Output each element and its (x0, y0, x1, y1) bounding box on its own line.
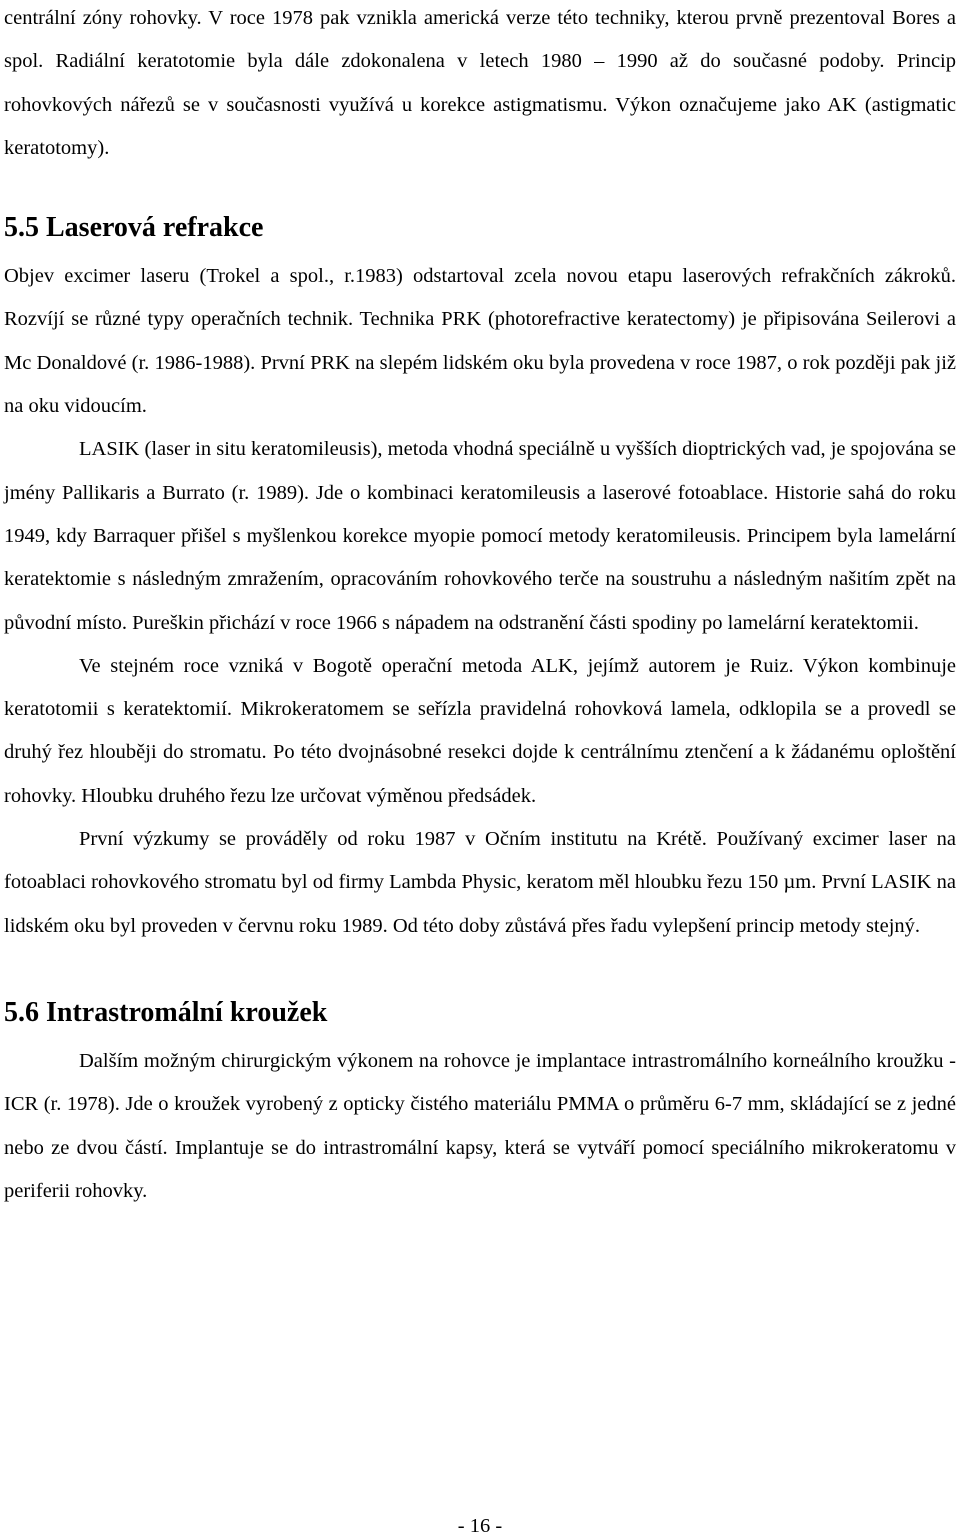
paragraph-lasik: LASIK (laser in situ keratomileusis), metoda vhodná speciálně u vyšších dioptrických vad, je spojována se jmény Pallikaris a Burrato (r. 1989). Jde o kombinaci keratomileusis a laserové fotoablace. Historie sahá do roku 1949, kdy Barraquer přišel s myšlenkou korekce myopie pomocí metody keratomileusis. Principem byla lamelární keratektomie s následným zmražením, opracováním rohovkového terče na soustruhu a následným našitím zpět na původní místo. Pureškin přichází v roce 1966 s nápadem na odstranění části spodiny po lamelární keratektomii. (4, 438, 956, 634)
page-number: - 16 - (457, 1515, 503, 1537)
paragraph-icr: Dalším možným chirurgickým výkonem na rohovce je implantace intrastromálního korneálního kroužku - ICR (r. 1978). Jde o kroužek vyrobený z opticky čistého materiálu PMMA o průměru 6-7 mm, skládající se z jedné nebo ze dvou částí. Implantuje se do intrastromální kapsy, která se vytváří pomocí speciálního mikrokeratomu v periferii rohovky. (4, 1049, 956, 1202)
section-heading-laser-refraction: 5.5 Laserová refrakce (4, 212, 264, 244)
paragraph-alk: Ve stejném roce vzniká v Bogotě operační metoda ALK, jejímž autorem je Ruiz. Výkon kombinuje keratotomii s keratektomií. Mikrokeratomem se seřízla pravidelná rohovková lamela, odklopila se a provedl se druhý řez hlouběji do stromatu. Po této dvojnásobné resekci dojde k centrálnímu ztenčení a k žádanému oploštění rohovky. Hloubku druhého řezu lze určovat výměnou předsádek. (4, 654, 956, 807)
paragraph-excimer-laser: Objev excimer laseru (Trokel a spol., r.1983) odstartoval zcela novou etapu laserových refrakčních zákroků. Rozvíjí se různé typy operačních technik. Technika PRK (photorefractive keratectomy) je připisována Seilerovi a Mc Donaldové (r. 1986-1988). První PRK na slepém lidském oku byla provedena v roce 1987, o rok později pak již na oku vidoucím. (4, 265, 956, 418)
section-heading-intrastromal-ring: 5.6 Intrastromální kroužek (4, 996, 328, 1028)
paragraph-continuation: centrální zóny rohovky. V roce 1978 pak vznikla americká verze této techniky, kterou prvně prezentoval Bores a spol. Radiální keratotomie byla dále zdokonalena v letech 1980 – 1990 až do současné podoby. Princip rohovkových nářezů se v současnosti využívá u korekce astigmatismu. Výkon označujeme jako AK (astigmatic keratotomy). (4, 7, 956, 159)
paragraph-first-research: První výzkumy se prováděly od roku 1987 v Očním institutu na Krétě. Používaný excimer laser na fotoablaci rohovkového stromatu byl od firmy Lambda Physic, keratom měl hloubku řezu 150 µm. První LASIK na lidském oku byl proveden v červnu roku 1989. Od této doby zůstává přes řadu vylepšení princip metody stejný. (4, 828, 956, 937)
document-page (4, 0, 956, 1213)
